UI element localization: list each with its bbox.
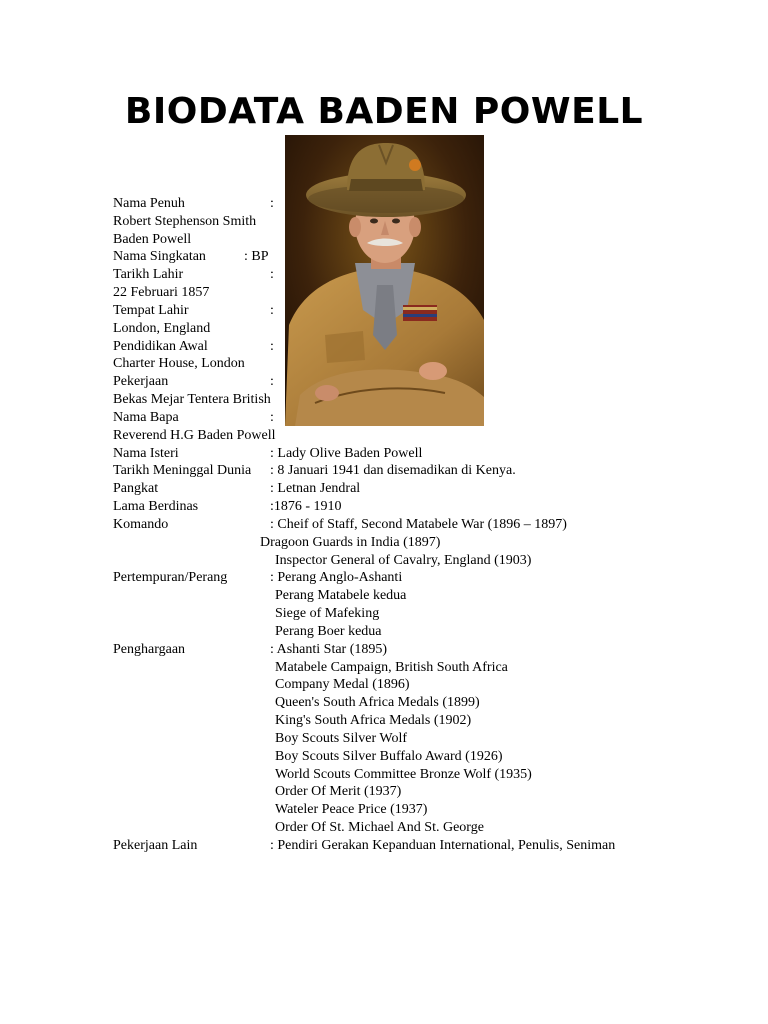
field-value: : Ashanti Star (1895): [270, 642, 388, 657]
field-label: Pertempuran/Perang: [113, 570, 228, 585]
field-value: King's South Africa Medals (1902): [275, 713, 472, 728]
field-value: : BP: [244, 249, 269, 264]
field-label: Lama Berdinas: [113, 499, 199, 514]
field-value: Siege of Mafeking: [275, 606, 380, 621]
field-label: 22 Februari 1857: [113, 285, 210, 300]
field-value: : Letnan Jendral: [270, 481, 361, 496]
field-label: Pangkat: [113, 481, 159, 496]
field-value: Perang Matabele kedua: [275, 588, 407, 603]
field-label: Tarikh Lahir: [113, 267, 184, 282]
field-label: Robert Stephenson Smith: [113, 214, 257, 229]
field-value: :: [270, 339, 274, 354]
field-label: Bekas Mejar Tentera British: [113, 392, 271, 407]
field-value: :: [270, 303, 274, 318]
field-label: London, England: [113, 321, 211, 336]
field-value: World Scouts Committee Bronze Wolf (1935): [275, 767, 532, 782]
field-value: Order Of St. Michael And St. George: [275, 820, 484, 835]
field-value: Inspector General of Cavalry, England (1903): [275, 553, 532, 568]
field-value: : Pendiri Gerakan Kepanduan International, Penulis, Seniman: [270, 838, 616, 853]
field-value: : Cheif of Staff, Second Matabele War (1896 – 1897): [270, 517, 567, 532]
field-label: Tarikh Meninggal Dunia: [113, 463, 252, 478]
field-value: : Lady Olive Baden Powell: [270, 446, 423, 461]
field-label: Reverend H.G Baden Powell: [113, 428, 276, 443]
field-value: :: [270, 196, 274, 211]
field-value: Wateler Peace Price (1937): [275, 802, 428, 817]
field-label: Penghargaan: [113, 642, 186, 657]
field-value: :: [270, 267, 274, 282]
page-title: BIODATA BADEN POWELL: [124, 91, 644, 132]
field-value: :: [270, 410, 274, 425]
field-value: :: [270, 374, 274, 389]
field-label: Baden Powell: [113, 232, 192, 247]
field-value: :1876 - 1910: [270, 499, 342, 514]
field-label: Nama Bapa: [113, 410, 179, 425]
portrait-photo: [285, 135, 484, 426]
field-value: Perang Boer kedua: [275, 624, 382, 639]
field-value: Boy Scouts Silver Wolf: [275, 731, 408, 746]
field-label: Nama Isteri: [113, 446, 179, 461]
field-value: Company Medal (1896): [275, 677, 410, 692]
field-value: Queen's South Africa Medals (1899): [275, 695, 480, 710]
field-value: Order Of Merit (1937): [275, 784, 402, 799]
field-value: : Perang Anglo-Ashanti: [270, 570, 403, 585]
field-value: Boy Scouts Silver Buffalo Award (1926): [275, 749, 503, 764]
field-label: Charter House, London: [113, 356, 245, 371]
field-label: Nama Penuh: [113, 196, 185, 211]
field-value: : 8 Januari 1941 dan disemadikan di Kenya.: [270, 463, 516, 478]
field-value: Matabele Campaign, British South Africa: [275, 660, 508, 675]
field-label: Nama Singkatan: [113, 249, 206, 264]
field-label: Pekerjaan Lain: [113, 838, 198, 853]
field-label: Komando: [113, 517, 169, 532]
field-label: Tempat Lahir: [113, 303, 189, 318]
field-value: Dragoon Guards in India (1897): [260, 535, 441, 550]
field-label: Pekerjaan: [113, 374, 169, 389]
field-label: Pendidikan Awal: [113, 339, 208, 354]
